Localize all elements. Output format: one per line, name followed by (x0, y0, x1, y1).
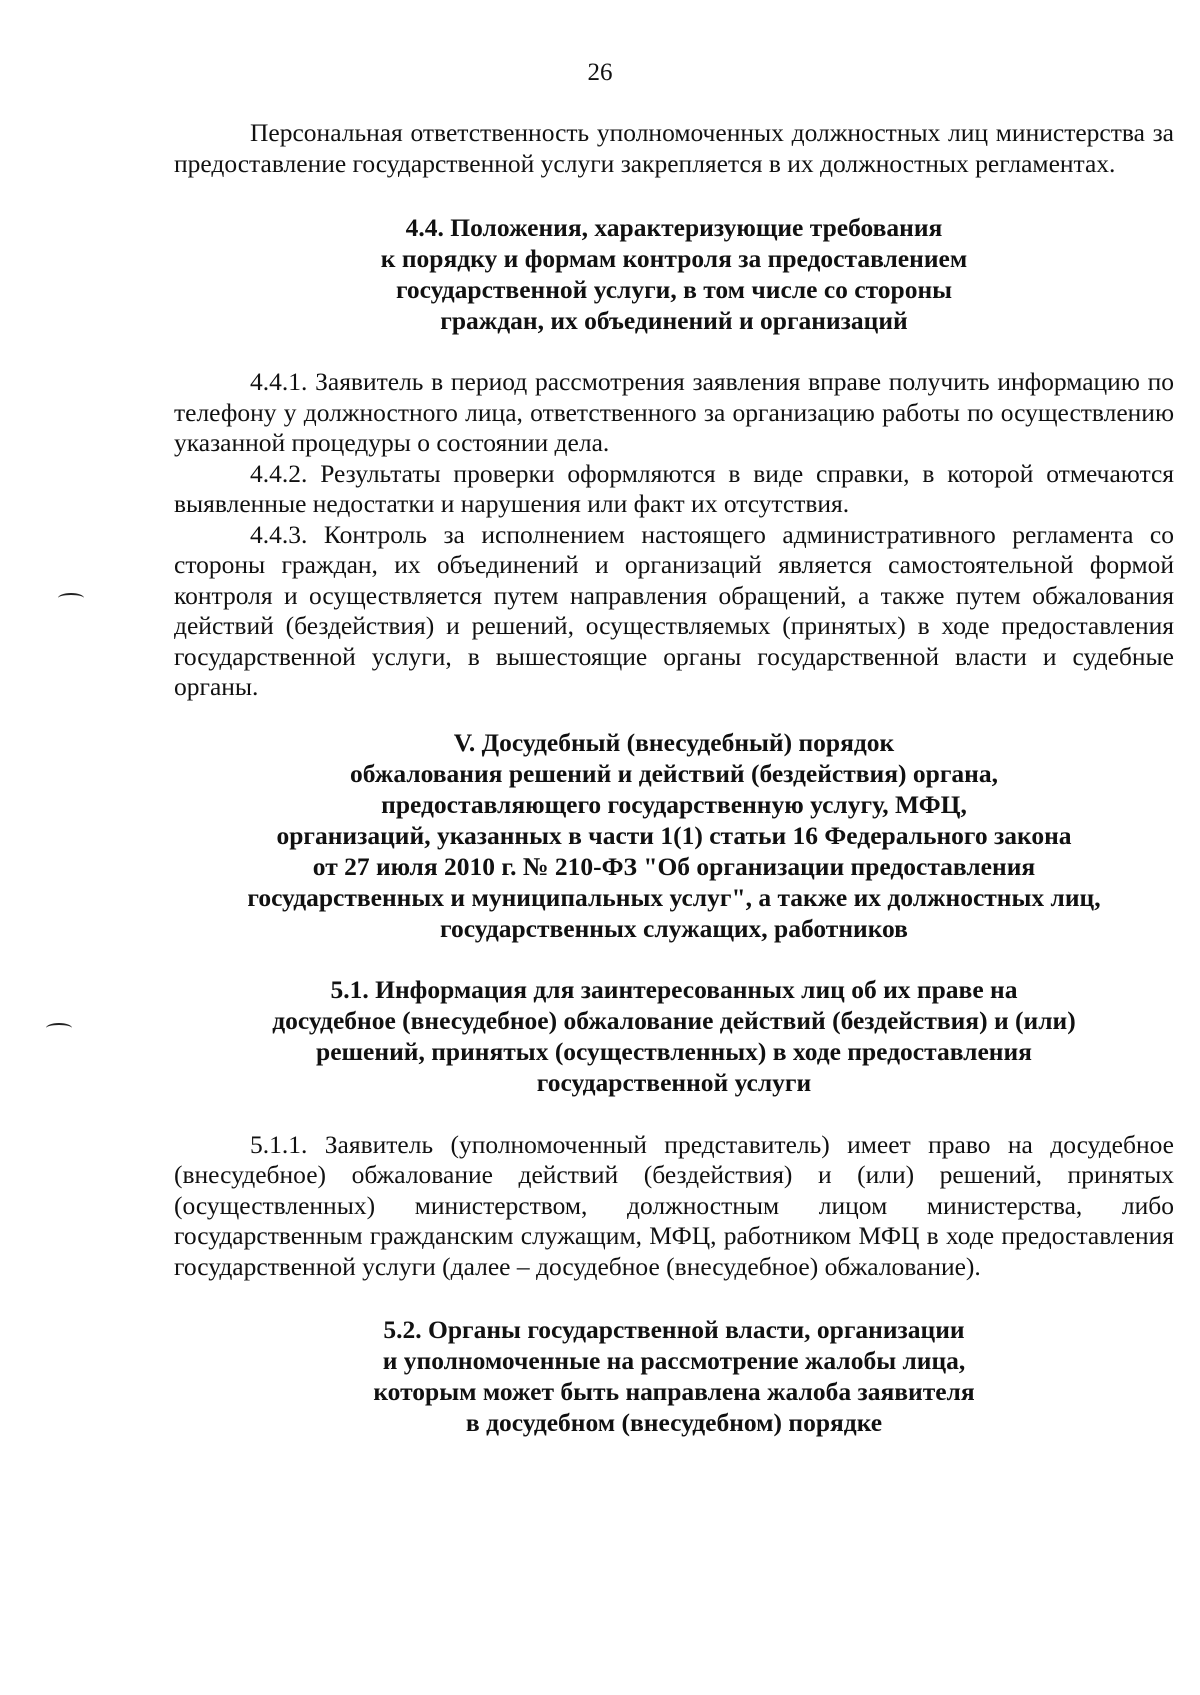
heading-line: 5.2. Органы государственной власти, организации (383, 1315, 965, 1344)
heading-line: организаций, указанных в части 1(1) статьи 16 Федерального закона (276, 820, 1072, 850)
heading-line: 5.1. Информация для заинтересованных лиц об их праве на (330, 974, 1018, 1004)
punch-hole-mark-bottom (46, 1023, 72, 1033)
paragraph-4-4-1: 4.4.1. Заявитель в период рассмотрения заявления вправе получить информацию по телефону у должностного лица, ответственного за организацию работы по осуществлению указанной процедуры о состоянии дела. (174, 367, 1174, 457)
heading-line: в досудебном (внесудебном) порядке (465, 1408, 883, 1437)
heading-line: к порядку и формам контроля за предоставлением (380, 244, 968, 273)
heading-line: V. Досудебный (внесудебный) порядок (453, 727, 895, 757)
document-body (174, 118, 1174, 1438)
heading-line: государственных служащих, работников (440, 913, 908, 943)
paragraph-4-4-2: 4.4.2. Результаты проверки оформляются в виде справки, в которой отмечаются выявленные недостатки и нарушения или факт их отсутствия. (174, 458, 1174, 518)
heading-line: граждан, их объединений и организаций (440, 306, 908, 335)
paragraph-4-4-3: 4.4.3. Контроль за исполнением настоящего административного регламента со стороны граждан, их объединений и организаций является самостоятельной формой контроля и осуществляется путем направления обращений, а также путем обжалования действий (бездействия) и решений, осуществляемых (принятых) в ходе предоставления государственной услуги, в вышестоящие органы государственной власти и судебные органы. (174, 519, 1174, 701)
heading-section-5-2 (174, 1314, 1174, 1438)
paragraph-personal-responsibility: Персональная ответственность уполномоченных должностных лиц министерства за предоставление государственной услуги закрепляется в их должностных регламентах. (174, 118, 1174, 178)
heading-section-5-1 (174, 974, 1174, 1098)
heading-section-4-4 (174, 212, 1174, 336)
heading-line: которым может быть направлена жалоба заявителя (373, 1377, 975, 1406)
paragraph-5-1-1: 5.1.1. Заявитель (уполномоченный представитель) имеет право на досудебное (внесудебное) обжалование действий (бездействия) и (или) решений, принятых (осуществленных) министерством, должностным лицом министерства, либо государственным гражданским служащим, МФЦ, работником МФЦ в ходе предоставления государственной услуги (далее – досудебное (внесудебное) обжалование). (174, 1129, 1174, 1281)
heading-line: 4.4. Положения, характеризующие требования (405, 213, 943, 242)
heading-section-5 (174, 727, 1174, 944)
heading-line: обжалования решений и действий (бездействия) органа, (350, 758, 998, 788)
heading-line: и уполномоченные на рассмотрение жалобы лица, (382, 1346, 966, 1375)
heading-line: предоставляющего государственную услугу, МФЦ, (381, 789, 967, 819)
heading-line: от 27 июля 2010 г. № 210-ФЗ "Об организации предоставления (312, 851, 1036, 881)
heading-line: государственной услуги, в том числе со стороны (395, 275, 953, 304)
heading-line: досудебное (внесудебное) обжалование действий (бездействия) и (или) (272, 1005, 1076, 1035)
heading-line: государственных и муниципальных услуг", а также их должностных лиц, (247, 882, 1101, 912)
punch-hole-mark-top (58, 593, 84, 603)
heading-line: решений, принятых (осуществленных) в ходе предоставления (316, 1036, 1032, 1066)
heading-line: государственной услуги (536, 1067, 812, 1097)
page-number: 26 (587, 59, 613, 86)
